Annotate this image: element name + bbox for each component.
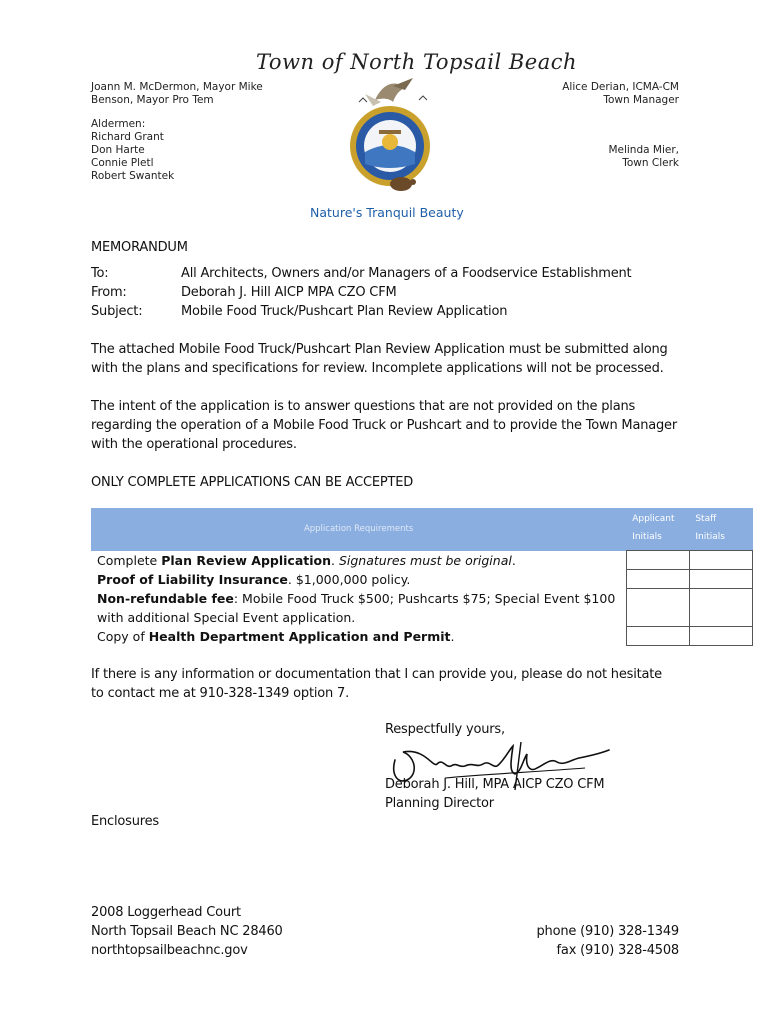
memo-heading: MEMORANDUM [91,240,188,255]
signer-name: Deborah J. Hill, MPA AICP CZO CFM [385,777,605,792]
memo-subject-value: Mobile Food Truck/Pushcart Plan Review Application [181,304,508,319]
requirement-bold: Proof of Liability Insurance [97,571,288,587]
address-line-1: 2008 Loggerhead Court [91,905,241,920]
signer-block [385,775,604,813]
aldermen-heading: Aldermen: [91,118,146,130]
applicant-initials-box[interactable] [626,570,689,589]
requirement-suffix: . [511,552,516,568]
staff-initials-box[interactable] [689,570,752,589]
manager-block [562,81,679,107]
requirement-prefix: Copy of [97,628,149,644]
manager-name: Alice Derian, ICMA-CM [562,81,679,93]
staff-initials-box[interactable] [689,589,752,627]
requirement-plan-review [91,551,626,570]
requirement-bold: Plan Review Application [161,552,331,568]
alderman-name: Connie Pletl [91,157,154,169]
town-name-title: Town of North Topsail Beach [256,50,578,74]
footer-address [91,903,283,960]
mayor-block [91,81,263,107]
requirement-bold: Non-refundable fee [97,590,234,606]
paragraph-line: The attached Mobile Food Truck/Pushcart Plan Review Application must be submitted along [91,342,668,357]
requirement-italic: Signatures must be original [338,552,512,568]
applicant-initials-box[interactable] [626,551,689,570]
requirement-liability-insurance [91,570,626,589]
paragraph-line: with the operational procedures. [91,437,297,452]
paragraph-intent [91,397,677,454]
applicant-initials-box[interactable] [626,589,689,627]
memo-to-label: To: [91,266,109,281]
paragraph-line: If there is any information or documentation that I can provide you, please do not hesitate [91,667,662,682]
requirement-line-2: with additional Special Event application. [97,609,356,625]
applicant-label: Applicant [632,514,675,524]
paragraph-submission [91,340,668,378]
applicant-initials-header [626,508,689,551]
table-row [91,551,753,570]
enclosures-label: Enclosures [91,814,160,829]
memo-subject-label: Subject: [91,304,143,319]
contact-paragraph [91,665,662,703]
alderman-name: Richard Grant [91,131,164,143]
initials-label: Initials [632,532,662,542]
address-line-2: North Topsail Beach NC 28460 [91,924,283,939]
requirement-suffix: . $1,000,000 policy. [287,571,411,587]
staff-initials-box[interactable] [689,627,752,646]
requirement-separator: . [331,552,339,568]
memo-from-value: Deborah J. Hill AICP MPA CZO CFM [181,285,397,300]
alderman-name: Don Harte [91,144,145,156]
paragraph-line: with the plans and specifications for review. Incomplete applications will not be processed. [91,361,664,376]
requirements-table [91,508,753,646]
table-header-title: Application Requirements [91,508,626,551]
initials-label: Initials [695,532,725,542]
requirement-suffix: : Mobile Food Truck $500; Pushcarts $75; Special Event $100 [233,590,616,606]
alderman-name: Robert Swantek [91,170,175,182]
staff-label: Staff [695,514,717,524]
requirement-suffix: . [450,628,455,644]
table-row [91,589,753,627]
memo-from-label: From: [91,285,127,300]
website-link[interactable]: northtopsailbeachnc.gov [91,943,248,958]
complete-applications-notice: ONLY COMPLETE APPLICATIONS CAN BE ACCEPTED [91,475,414,490]
footer-contact [537,922,680,960]
mayor-line-2: Benson, Mayor Pro Tem [91,94,214,106]
paragraph-line: to contact me at 910-328-1349 option 7. [91,686,350,701]
requirement-fee [91,589,626,627]
clerk-title: Town Clerk [622,157,679,169]
applicant-initials-box[interactable] [626,627,689,646]
table-row [91,570,753,589]
phone-number: phone (910) 328-1349 [536,924,679,939]
memo-to-value: All Architects, Owners and/or Managers of a Foodservice Establishment [181,266,632,281]
requirement-prefix: Complete [97,552,162,568]
manager-title: Town Manager [603,94,679,106]
sign-off: Respectfully yours, [385,722,505,737]
requirement-health-permit [91,627,626,646]
signer-title: Planning Director [385,796,494,811]
clerk-name: Melinda Mier, [608,144,679,156]
fax-number: fax (910) 328-4508 [556,943,679,958]
paragraph-line: The intent of the application is to answer questions that are not provided on the plans [91,399,636,414]
requirement-bold: Health Department Application and Permit [148,628,451,644]
staff-initials-box[interactable] [689,551,752,570]
table-row [91,627,753,646]
aldermen-block [91,118,174,183]
table-header-row [91,508,753,551]
staff-initials-header [689,508,752,551]
mayor-line-1: Joann M. McDermon, Mayor Mike [91,81,263,93]
clerk-block [608,144,679,170]
town-seal-logo [335,72,445,197]
town-tagline: Nature's Tranquil Beauty [310,205,464,220]
paragraph-line: regarding the operation of a Mobile Food Truck or Pushcart and to provide the Town Manager [91,418,678,433]
